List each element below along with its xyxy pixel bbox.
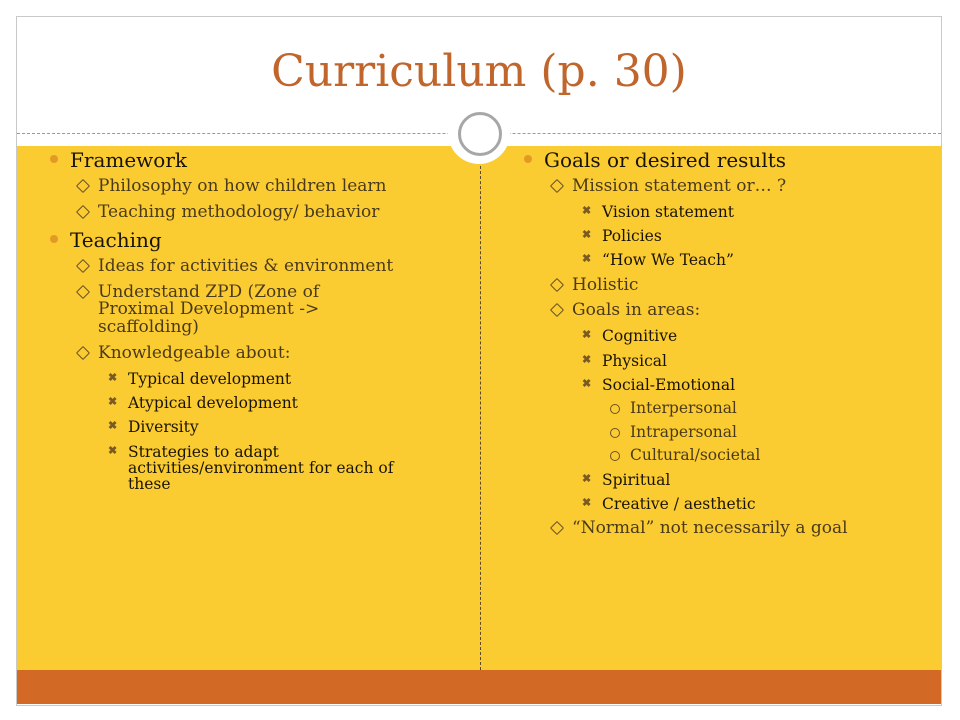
list-item: [50, 371, 460, 387]
social-item: Interpersonal: [630, 399, 737, 418]
ring-bullet-icon: [610, 428, 620, 438]
right-column: [524, 148, 934, 546]
slide-title: Curriculum (p. 30): [271, 46, 687, 97]
diamond-bullet-icon: [550, 179, 564, 193]
x-bullet-icon: ✖: [108, 370, 118, 384]
list-item: [524, 150, 934, 170]
list-item: [524, 401, 934, 417]
list-item: [50, 178, 460, 196]
area-item: Physical: [602, 351, 667, 370]
knowledge-item: Atypical development: [128, 394, 298, 413]
list-item: [524, 178, 934, 196]
holistic-item: Holistic: [572, 274, 639, 295]
diamond-bullet-icon: [76, 259, 90, 273]
list-item: [50, 201, 460, 222]
framework-heading: Framework: [70, 148, 188, 172]
social-item: Intrapersonal: [630, 422, 737, 441]
x-bullet-icon: ✖: [108, 443, 118, 457]
framework-item: Philosophy on how children learn: [98, 176, 387, 196]
area-item: Social-Emotional: [602, 375, 736, 394]
list-item: [524, 274, 934, 295]
area-item: Spiritual: [602, 470, 671, 489]
diamond-bullet-icon: [76, 179, 90, 193]
x-bullet-icon: ✖: [582, 203, 592, 217]
diamond-bullet-icon: [76, 284, 90, 298]
x-bullet-icon: ✖: [582, 328, 592, 342]
diamond-bullet-icon: [76, 205, 90, 219]
ring-bullet-icon: [610, 404, 620, 414]
social-item: Cultural/societal: [630, 446, 761, 465]
x-bullet-icon: ✖: [582, 471, 592, 485]
list-item: [524, 422, 934, 441]
teaching-item: Ideas for activities & environment: [98, 255, 394, 276]
footer-bar: [17, 670, 941, 704]
diamond-bullet-icon: [550, 521, 564, 535]
mission-subitem: Policies: [602, 227, 662, 246]
knowledge-item: Typical development: [128, 369, 292, 388]
teaching-heading: Teaching: [70, 227, 162, 252]
x-bullet-icon: ✖: [108, 395, 118, 409]
teaching-item: Understand ZPD (Zone of Proximal Development -> scaffolding): [98, 281, 320, 338]
list-item: [524, 302, 934, 320]
framework-item: Teaching methodology/ behavior: [98, 201, 380, 222]
list-item: [524, 448, 934, 464]
filled-circle-bullet-icon: [50, 235, 58, 243]
diamond-bullet-icon: [76, 346, 90, 360]
mission-subitem: “How We Teach”: [602, 251, 734, 270]
list-item: [50, 255, 460, 276]
list-item: [524, 252, 934, 268]
list-item: [50, 444, 460, 493]
ring-bullet-icon: [610, 451, 620, 461]
list-item: [50, 281, 460, 338]
list-item: [50, 395, 460, 411]
list-item: [524, 204, 934, 220]
x-bullet-icon: ✖: [108, 419, 118, 433]
area-item: Cognitive: [602, 327, 678, 346]
list-item: [50, 150, 460, 170]
left-column: [50, 148, 460, 501]
list-item: [524, 228, 934, 244]
mission-item: Mission statement or… ?: [572, 176, 787, 196]
x-bullet-icon: ✖: [582, 376, 592, 390]
mission-subitem: Vision statement: [602, 202, 734, 221]
list-item: [524, 377, 934, 393]
column-divider: [480, 146, 481, 670]
x-bullet-icon: ✖: [582, 495, 592, 509]
filled-circle-bullet-icon: [50, 155, 58, 163]
list-item: [524, 520, 934, 538]
normal-item: “Normal” not necessarily a goal: [572, 518, 848, 539]
list-item: [50, 227, 460, 252]
list-item: [50, 345, 460, 363]
ring-icon: [458, 112, 502, 156]
list-item: [524, 353, 934, 369]
area-item: Creative / aesthetic: [602, 494, 756, 513]
list-item: [50, 419, 460, 435]
list-item: [524, 496, 934, 512]
diamond-bullet-icon: [550, 303, 564, 317]
list-item: [524, 328, 934, 344]
x-bullet-icon: ✖: [582, 252, 592, 266]
list-item: [524, 472, 934, 488]
diamond-bullet-icon: [550, 278, 564, 292]
knowledge-item: Strategies to adapt activities/environment for each of these: [128, 442, 394, 494]
x-bullet-icon: ✖: [582, 352, 592, 366]
areas-item: Goals in areas:: [572, 300, 701, 321]
teaching-item: Knowledgeable about:: [98, 343, 291, 364]
filled-circle-bullet-icon: [524, 155, 532, 163]
knowledge-item: Diversity: [128, 418, 199, 437]
x-bullet-icon: ✖: [582, 228, 592, 242]
goals-heading: Goals or desired results: [544, 148, 787, 172]
